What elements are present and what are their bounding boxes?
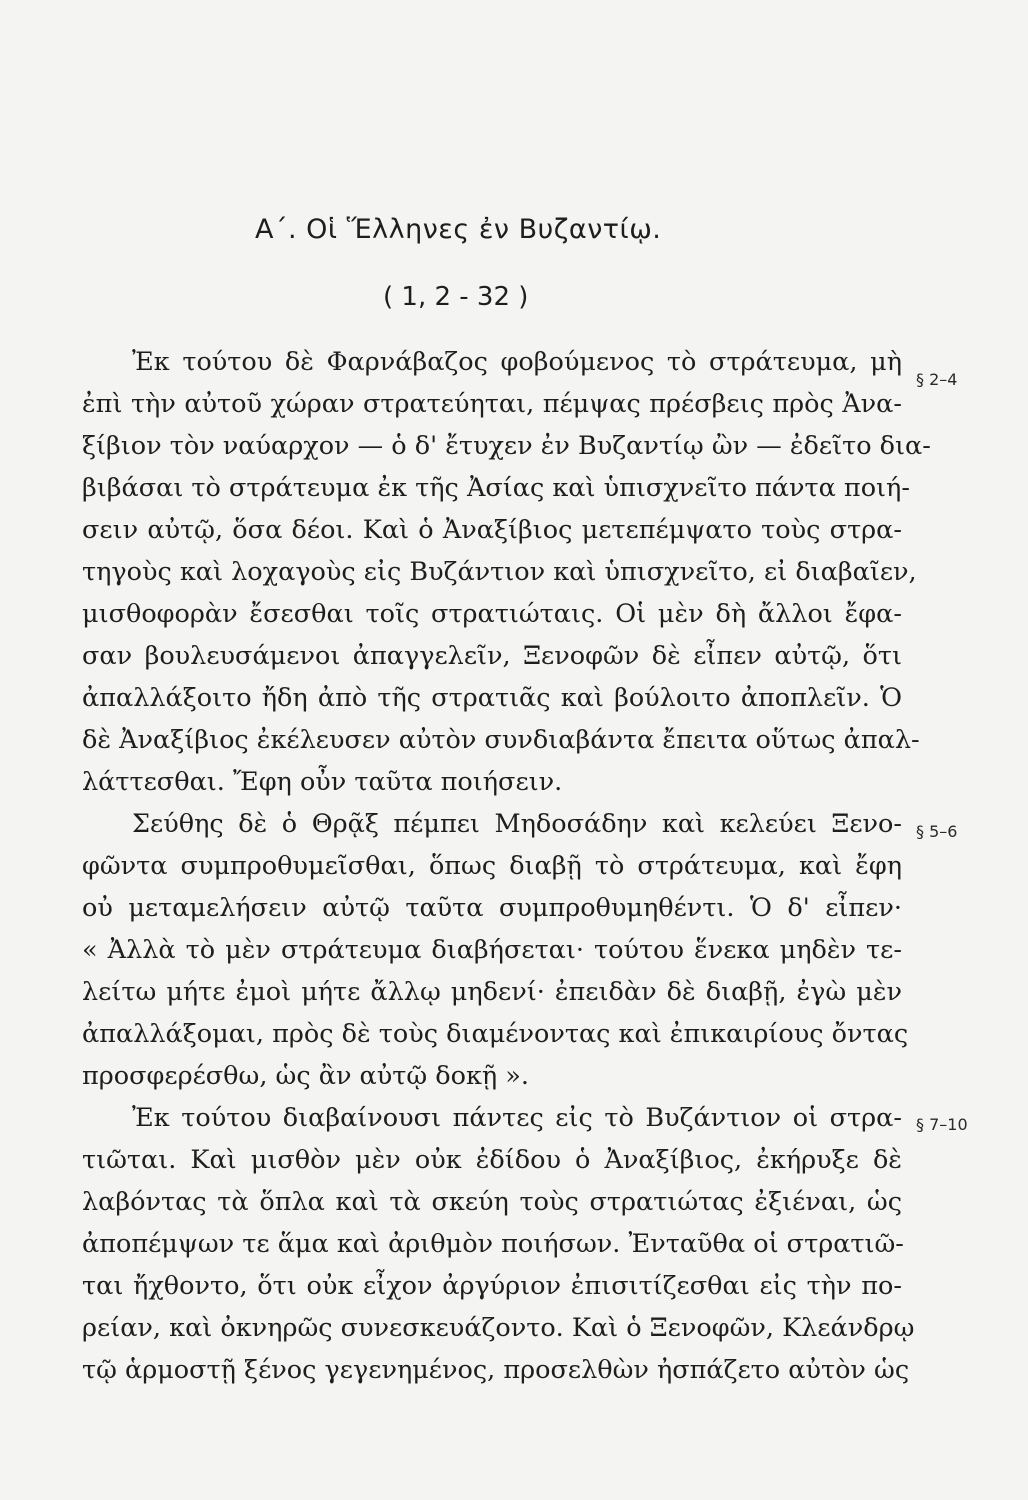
marginal-note: § 7–10: [916, 1115, 968, 1134]
text-line: ἀπαλλάξοιτο ἤδη ἀπὸ τῆς στρατιᾶς καὶ βούλοιτο ἀποπλεῖν. Ὁ: [82, 683, 902, 713]
text-line: τῷ ἁρμοστῇ ξένος γεγενημένος, προσελθὼν ἠσπάζετο αὐτὸν ὡς: [82, 1355, 910, 1385]
chapter-heading: Α΄. Οἱ Ἕλληνες ἐν Βυζαντίῳ.: [255, 214, 662, 245]
text-line: φῶντα συμπροθυμεῖσθαι, ὅπως διαβῇ τὸ στράτευμα, καὶ ἔφη: [82, 851, 902, 881]
text-line: Σεύθης δὲ ὁ Θρᾷξ πέμπει Μηδοσάδην καὶ κελεύει Ξενο-: [132, 809, 902, 839]
text-line: « Ἀλλὰ τὸ μὲν στράτευμα διαβήσεται· τούτου ἕνεκα μηδὲν τε-: [82, 935, 902, 965]
marginal-note: § 5–6: [916, 822, 958, 841]
text-line: ἐπὶ τὴν αὐτοῦ χώραν στρατεύηται, πέμψας πρέσβεις πρὸς Ἀνα-: [82, 389, 902, 419]
text-line: ξίβιον τὸν ναύαρχον — ὁ δ' ἔτυχεν ἐν Βυζαντίῳ ὢν — ἐδεῖτο δια-: [82, 431, 931, 461]
text-line: λαβόντας τὰ ὅπλα καὶ τὰ σκεύη τοὺς στρατιώτας ἐξιέναι, ὡς: [82, 1187, 902, 1217]
marginal-note: § 2–4: [916, 370, 958, 389]
text-line: τηγοὺς καὶ λοχαγοὺς εἰς Βυζάντιον καὶ ὑπισχνεῖτο, εἰ διαβαῖεν,: [82, 557, 917, 587]
text-line: ται ἤχθοντο, ὅτι οὐκ εἶχον ἀργύριον ἐπισιτίζεσθαι εἰς τὴν πο-: [82, 1271, 902, 1301]
text-line: προσφερέσθω, ὡς ἂν αὐτῷ δοκῇ ».: [82, 1061, 530, 1091]
section-reference: ( 1, 2 - 32 ): [383, 282, 529, 312]
text-line: Ἐκ τούτου δὲ Φαρνάβαζος φοβούμενος τὸ στράτευμα, μὴ: [132, 347, 902, 377]
text-line: λάττεσθαι. Ἔφη οὖν ταῦτα ποιήσειν.: [82, 767, 563, 797]
text-line: ἀποπέμψων τε ἅμα καὶ ἀριθμὸν ποιήσων. Ἐνταῦθα οἱ στρατιῶ-: [82, 1229, 904, 1259]
text-line: οὐ μεταμελήσειν αὐτῷ ταῦτα συμπροθυμηθέντι. Ὁ δ' εἶπεν·: [82, 893, 902, 923]
text-line: σαν βουλευσάμενοι ἀπαγγελεῖν, Ξενοφῶν δὲ εἶπεν αὐτῷ, ὅτι: [82, 641, 902, 671]
text-line: Ἐκ τούτου διαβαίνουσι πάντες εἰς τὸ Βυζάντιον οἱ στρα-: [132, 1103, 902, 1133]
text-line: σειν αὐτῷ, ὅσα δέοι. Καὶ ὁ Ἀναξίβιος μετεπέμψατο τοὺς στρα-: [82, 515, 902, 545]
text-line: τιῶται. Καὶ μισθὸν μὲν οὐκ ἐδίδου ὁ Ἀναξίβιος, ἐκήρυξε δὲ: [82, 1145, 902, 1175]
text-line: ἀπαλλάξομαι, πρὸς δὲ τοὺς διαμένοντας καὶ ἐπικαιρίους ὄντας: [82, 1019, 909, 1049]
text-line: λείτω μήτε ἐμοὶ μήτε ἄλλῳ μηδενί· ἐπειδὰν δὲ διαβῇ, ἐγὼ μὲν: [82, 977, 902, 1007]
text-line: δὲ Ἀναξίβιος ἐκέλευσεν αὐτὸν συνδιαβάντα ἔπειτα οὕτως ἀπαλ-: [82, 725, 920, 755]
text-line: μισθοφορὰν ἔσεσθαι τοῖς στρατιώταις. Οἱ μὲν δὴ ἄλλοι ἔφα-: [82, 599, 902, 629]
text-line: ρείαν, καὶ ὀκνηρῶς συνεσκευάζοντο. Καὶ ὁ Ξενοφῶν, Κλεάνδρῳ: [82, 1313, 915, 1343]
text-line: βιβάσαι τὸ στράτευμα ἐκ τῆς Ἀσίας καὶ ὑπισχνεῖτο πάντα ποιή-: [82, 473, 910, 503]
